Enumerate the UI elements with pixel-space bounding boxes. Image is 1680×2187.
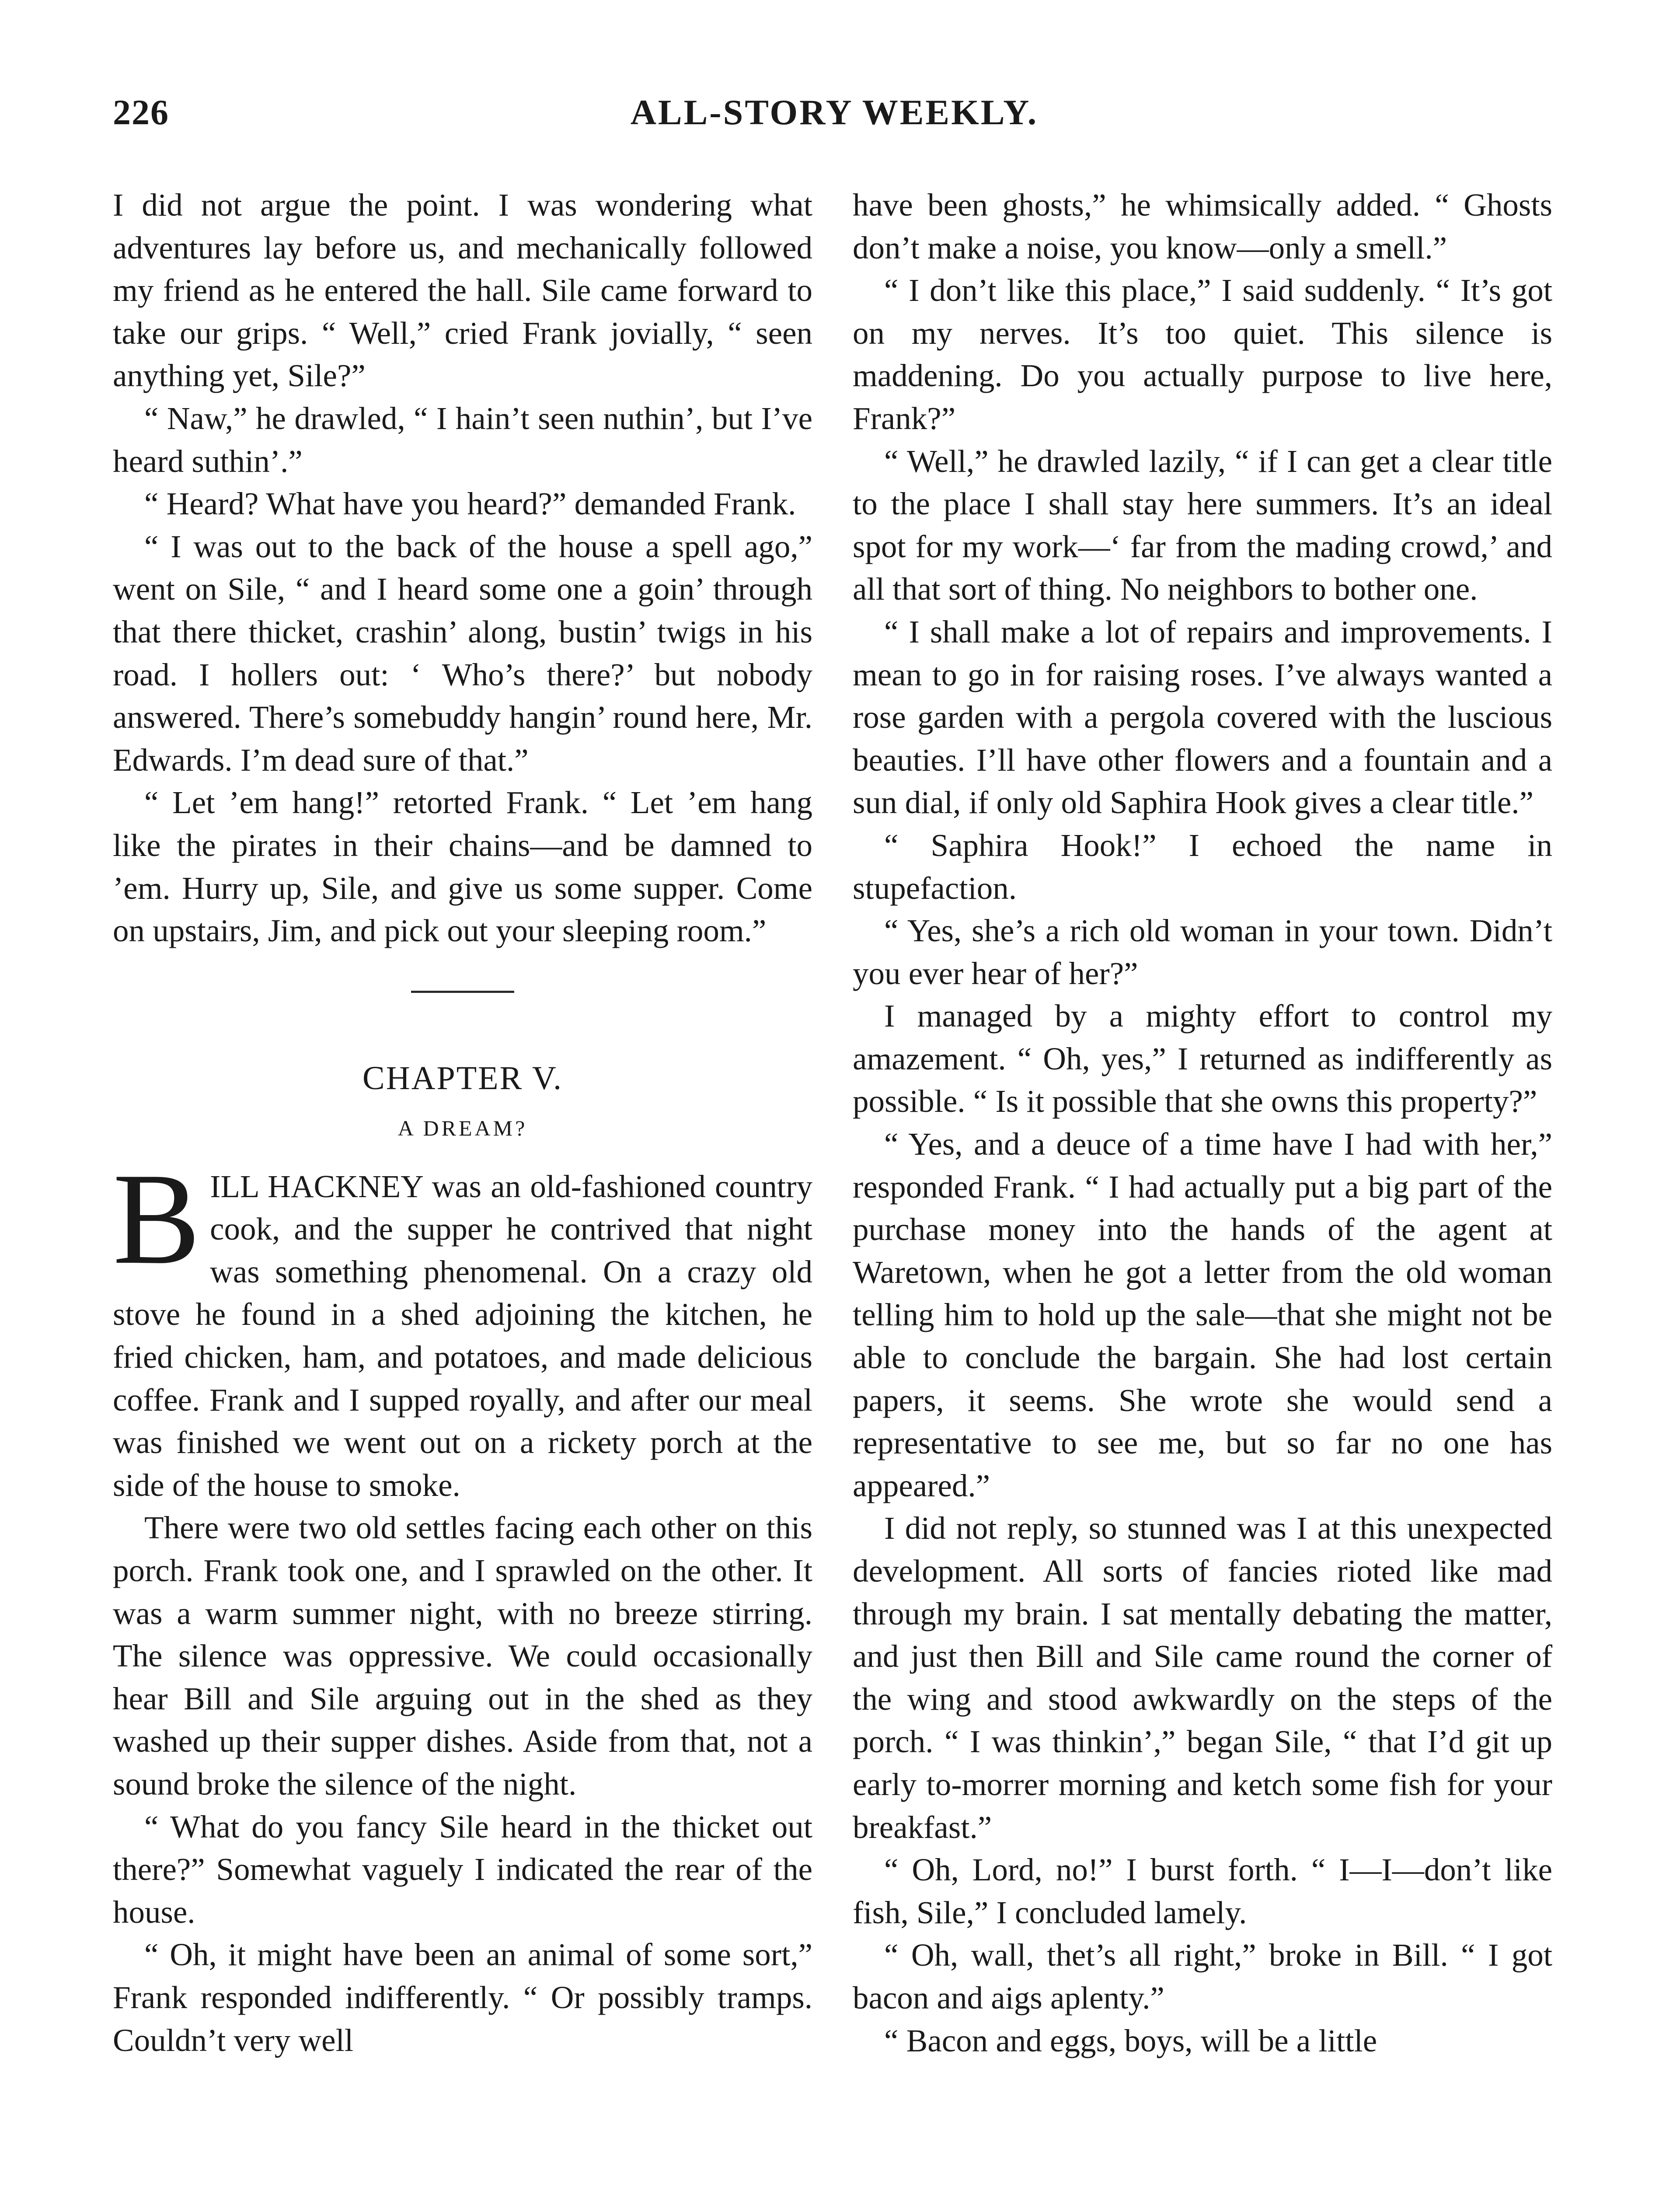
section-divider: [411, 991, 514, 993]
paragraph: “ Let ’em hang!” retorted Frank. “ Let ’em hang like the pirates in their chains—and be damned to ’em. Hurry up, Sile, and give us some supper. Come on upstairs, Jim, and pick out your sleeping room.”: [113, 785, 812, 949]
paragraph: There were two old settles facing each other on this porch. Frank took one, and I sprawled on the other. It was a warm summer night, with no breeze stirring. The silence was oppressive. We could occasionally hear Bill and Sile arguing out in the shed as they washed up their supper dishes. Aside from that, not a sound broke the silence of the night.: [113, 1510, 812, 1802]
opening-paragraph: [113, 1146, 812, 1507]
paragraph: “ Yes, and a deuce of a time have I had with her,” responded Frank. “ I had actually put a big part of the purchase money into the hands of the agent at Waretown, when he got a letter from the old woman telling him to hold up the sale—that she might not be able to conclude the bargain. She had lost certain papers, it seems. She wrote she would send a representative to see me, but so far no one has appeared.”: [853, 1126, 1552, 1503]
paragraph: I managed by a mighty effort to control my amazement. “ Oh, yes,” I returned as indifferently as possible. “ Is it possible that she owns this property?”: [853, 998, 1552, 1119]
paragraph: “ Heard? What have you heard?” demanded Frank.: [144, 486, 796, 522]
chapter-title: CHAPTER V.: [362, 1059, 563, 1097]
chapter-subtitle: A DREAM?: [397, 1115, 528, 1140]
paragraph: “ Yes, she’s a rich old woman in your town. Didn’t you ever hear of her?”: [853, 913, 1552, 991]
paragraph: “ Naw,” he drawled, “ I hain’t seen nuthin’, but I’ve heard suthin’.”: [113, 400, 812, 479]
paragraph: “ I was out to the back of the house a spell ago,” went on Sile, “ and I heard some one a goin’ through that there thicket, crashin’ along, bustin’ twigs in his road. I hollers out: ‘ Who’s there?’ but nobody answered. There’s somebuddy hangin’ round here, Mr. Edwards. I’m dead sure of that.”: [113, 528, 812, 778]
paragraph: “ Oh, it might have been an animal of some sort,” Frank responded indifferently. “ Or possibly tramps. Couldn’t very well: [113, 1937, 812, 2058]
paragraph: “ Saphira Hook!” I echoed the name in stupefaction.: [853, 827, 1552, 906]
right-column: [853, 184, 1552, 2062]
paragraph: “ Well,” he drawled lazily, “ if I can get a clear title to the place I shall stay here summers. It’s an ideal spot for my work—‘ far from the mading crowd,’ and all that sort of thing. No neighbors to bother one.: [853, 443, 1552, 607]
paragraph: “ What do you fancy Sile heard in the thicket out there?” Somewhat vaguely I indicated the rear of the house.: [113, 1809, 812, 1930]
paragraph: “ I don’t like this place,” I said suddenly. “ It’s got on my nerves. It’s too quiet. This silence is maddening. Do you actually purpose to live here, Frank?”: [853, 273, 1552, 436]
running-head: ALL-STORY WEEKLY.: [630, 92, 1039, 132]
paragraph: I did not reply, so stunned was I at this unexpected development. All sorts of fancies rioted like mad through my brain. I sat mentally debating the matter, and just then Bill and Sile came round the corner of the wing and stood awkwardly on the steps of the porch. “ I was thinkin’,” began Sile, “ that I’d git up early to-morrer morning and ketch some fish for your breakfast.”: [853, 1510, 1552, 1845]
opening-paragraph-text: ILL HACKNEY was an old-fashioned country cook, and the supper he contrived that night was something phenomenal. On a crazy old stove he found in a shed adjoining the kitchen, he fried chicken, ham, and potatoes, and made delicious coffee. Frank and I supped royally, and after our meal was finished we went out on a rickety porch at the side of the house to smoke.: [113, 1168, 812, 1503]
paragraph-continuation: have been ghosts,” he whimsically added. “ Ghosts don’t make a noise, you know—only a smell.”: [853, 187, 1552, 266]
paragraph: “ I shall make a lot of repairs and improvements. I mean to go in for raising roses. I’ve always wanted a rose garden with a pergola covered with the luscious beauties. I’ll have other flowers and a fountain and a sun dial, if only old Saphira Hook gives a clear title.”: [853, 614, 1552, 821]
page-number: 226: [113, 92, 169, 132]
paragraph: I did not argue the point. I was wondering what adventures lay before us, and mechanically followed my friend as he entered the hall. Sile came forward to take our grips. “ Well,” cried Frank jovially, “ seen anything yet, Sile?”: [113, 187, 812, 394]
drop-cap: B: [113, 1146, 201, 1291]
paragraph: “ Oh, Lord, no!” I burst forth. “ I—I—don’t like fish, Sile,” I concluded lamely.: [853, 1852, 1552, 1930]
paragraph: “ Oh, wall, thet’s all right,” broke in Bill. “ I got bacon and aigs aplenty.”: [853, 1937, 1552, 2016]
page-header: [113, 92, 1556, 140]
paragraph: “ Bacon and eggs, boys, will be a little: [884, 2023, 1377, 2058]
left-column: [113, 184, 812, 2061]
